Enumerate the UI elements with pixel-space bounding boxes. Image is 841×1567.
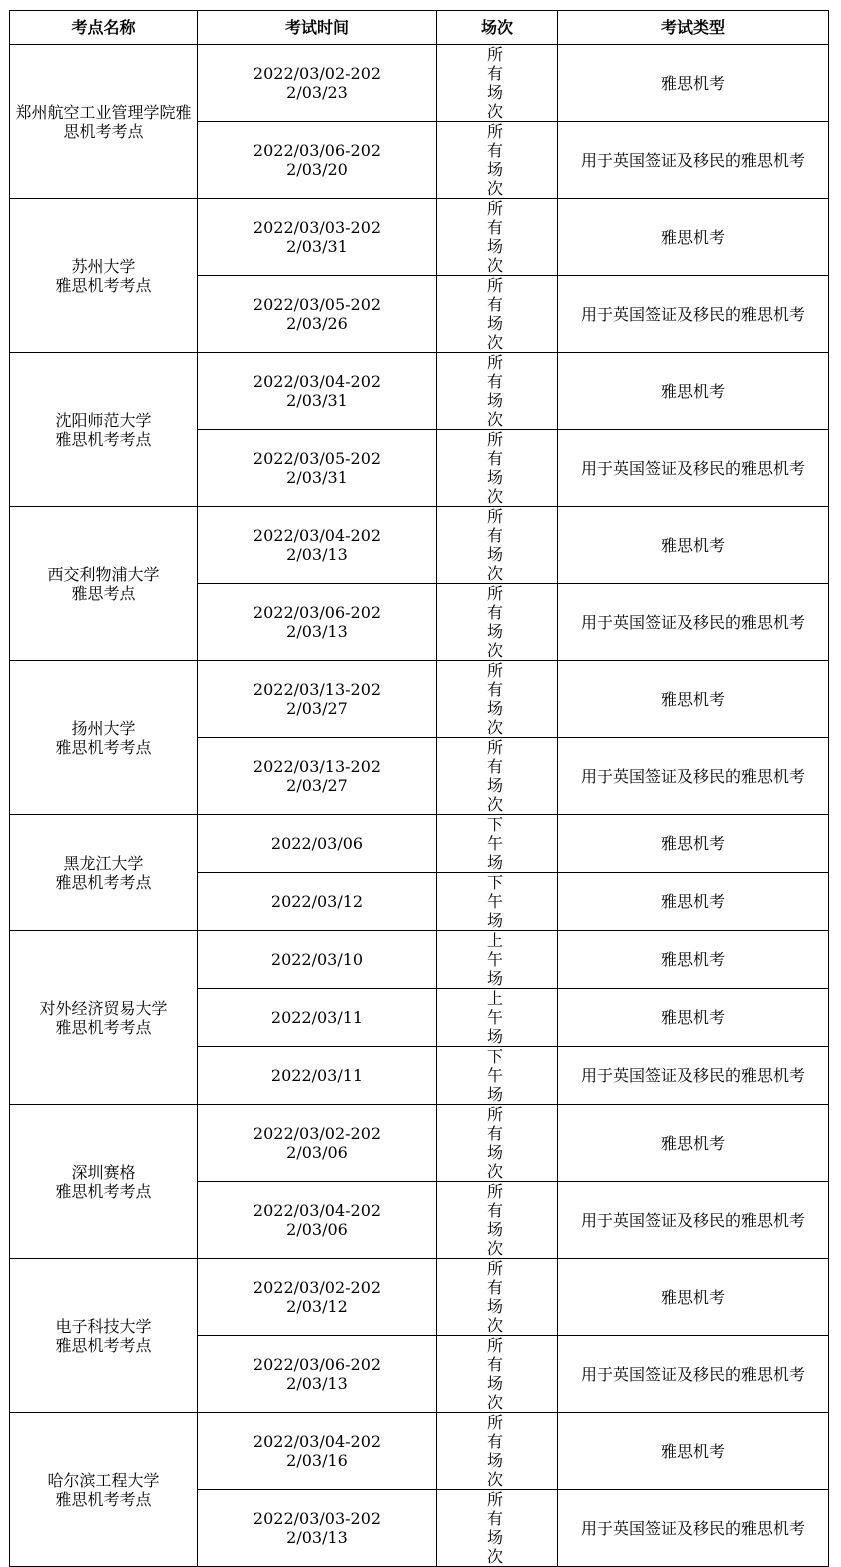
session-cell: 所有场次 <box>437 122 558 199</box>
date-cell: 2022/03/04-2022/03/16 <box>198 1413 437 1490</box>
table-row <box>10 661 829 738</box>
table-row <box>10 45 829 122</box>
type-cell: 雅思机考 <box>558 873 829 931</box>
table-row <box>10 353 829 430</box>
venue-cell: 苏州大学 雅思机考考点 <box>10 199 198 353</box>
table-header-row <box>10 11 829 45</box>
session-cell: 上午场 <box>437 931 558 989</box>
session-cell: 所有场次 <box>437 507 558 584</box>
type-cell: 雅思机考 <box>558 661 829 738</box>
date-cell: 2022/03/13-2022/03/27 <box>198 661 437 738</box>
date-cell: 2022/03/05-2022/03/26 <box>198 276 437 353</box>
session-cell: 所有场次 <box>437 1413 558 1490</box>
header-date: 考试时间 <box>198 11 437 45</box>
type-cell: 用于英国签证及移民的雅思机考 <box>558 738 829 815</box>
type-cell: 雅思机考 <box>558 45 829 122</box>
session-cell: 所有场次 <box>437 584 558 661</box>
session-cell: 所有场次 <box>437 430 558 507</box>
date-cell: 2022/03/03-2022/03/13 <box>198 1490 437 1567</box>
type-cell: 雅思机考 <box>558 507 829 584</box>
type-cell: 用于英国签证及移民的雅思机考 <box>558 122 829 199</box>
type-cell: 用于英国签证及移民的雅思机考 <box>558 584 829 661</box>
type-cell: 雅思机考 <box>558 199 829 276</box>
date-cell: 2022/03/02-2022/03/12 <box>198 1259 437 1336</box>
date-cell: 2022/03/11 <box>198 1047 437 1105</box>
venue-cell: 西交利物浦大学 雅思考点 <box>10 507 198 661</box>
venue-cell: 电子科技大学 雅思机考考点 <box>10 1259 198 1413</box>
session-cell: 下午场 <box>437 1047 558 1105</box>
type-cell: 雅思机考 <box>558 989 829 1047</box>
venue-cell: 沈阳师范大学 雅思机考考点 <box>10 353 198 507</box>
venue-cell: 深圳赛格 雅思机考考点 <box>10 1105 198 1259</box>
date-cell: 2022/03/10 <box>198 931 437 989</box>
session-cell: 所有场次 <box>437 738 558 815</box>
session-cell: 所有场次 <box>437 353 558 430</box>
session-cell: 所有场次 <box>437 1105 558 1182</box>
date-cell: 2022/03/04-2022/03/06 <box>198 1182 437 1259</box>
date-cell: 2022/03/04-2022/03/31 <box>198 353 437 430</box>
table-row <box>10 931 829 989</box>
date-cell: 2022/03/02-2022/03/06 <box>198 1105 437 1182</box>
venue-cell: 对外经济贸易大学 雅思机考考点 <box>10 931 198 1105</box>
session-cell: 所有场次 <box>437 1259 558 1336</box>
session-cell: 所有场次 <box>437 276 558 353</box>
date-cell: 2022/03/06 <box>198 815 437 873</box>
date-cell: 2022/03/05-2022/03/31 <box>198 430 437 507</box>
type-cell: 雅思机考 <box>558 1259 829 1336</box>
table-row <box>10 1105 829 1182</box>
type-cell: 用于英国签证及移民的雅思机考 <box>558 276 829 353</box>
date-cell: 2022/03/02-2022/03/23 <box>198 45 437 122</box>
type-cell: 用于英国签证及移民的雅思机考 <box>558 1182 829 1259</box>
session-cell: 所有场次 <box>437 1490 558 1567</box>
type-cell: 用于英国签证及移民的雅思机考 <box>558 1047 829 1105</box>
type-cell: 用于英国签证及移民的雅思机考 <box>558 1490 829 1567</box>
type-cell: 雅思机考 <box>558 1105 829 1182</box>
venue-cell: 扬州大学 雅思机考考点 <box>10 661 198 815</box>
header-session: 场次 <box>437 11 558 45</box>
header-venue: 考点名称 <box>10 11 198 45</box>
date-cell: 2022/03/06-2022/03/13 <box>198 584 437 661</box>
date-cell: 2022/03/12 <box>198 873 437 931</box>
type-cell: 用于英国签证及移民的雅思机考 <box>558 1336 829 1413</box>
session-cell: 下午场 <box>437 873 558 931</box>
session-cell: 所有场次 <box>437 1336 558 1413</box>
venue-cell: 黑龙江大学 雅思机考考点 <box>10 815 198 931</box>
date-cell: 2022/03/06-2022/03/20 <box>198 122 437 199</box>
type-cell: 雅思机考 <box>558 1413 829 1490</box>
exam-schedule-table <box>9 10 829 1567</box>
type-cell: 雅思机考 <box>558 353 829 430</box>
type-cell: 雅思机考 <box>558 815 829 873</box>
session-cell: 上午场 <box>437 989 558 1047</box>
date-cell: 2022/03/11 <box>198 989 437 1047</box>
date-cell: 2022/03/06-2022/03/13 <box>198 1336 437 1413</box>
date-cell: 2022/03/13-2022/03/27 <box>198 738 437 815</box>
session-cell: 下午场 <box>437 815 558 873</box>
venue-cell: 哈尔滨工程大学 雅思机考考点 <box>10 1413 198 1567</box>
table-row <box>10 1259 829 1336</box>
table-row <box>10 815 829 873</box>
session-cell: 所有场次 <box>437 1182 558 1259</box>
table-row <box>10 507 829 584</box>
date-cell: 2022/03/04-2022/03/13 <box>198 507 437 584</box>
header-type: 考试类型 <box>558 11 829 45</box>
date-cell: 2022/03/03-2022/03/31 <box>198 199 437 276</box>
type-cell: 雅思机考 <box>558 931 829 989</box>
session-cell: 所有场次 <box>437 199 558 276</box>
table-row <box>10 199 829 276</box>
session-cell: 所有场次 <box>437 45 558 122</box>
type-cell: 用于英国签证及移民的雅思机考 <box>558 430 829 507</box>
session-cell: 所有场次 <box>437 661 558 738</box>
table-row <box>10 1413 829 1490</box>
venue-cell: 郑州航空工业管理学院雅思机考考点 <box>10 45 198 199</box>
